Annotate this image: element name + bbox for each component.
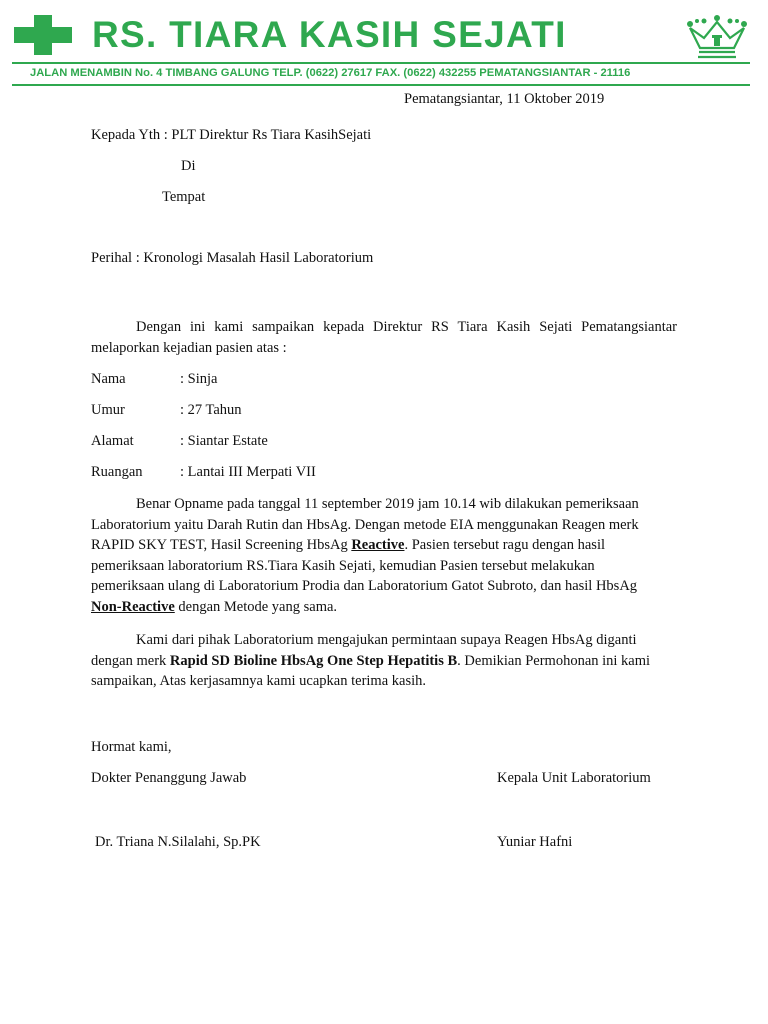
patient-value: : Sinja [180,371,218,387]
letter-date: Pematangsiantar, 11 Oktober 2019 [404,91,605,107]
patient-value: : Lantai III Merpati VII [180,464,316,480]
signatory-left-role: Dokter Penanggung Jawab [91,770,247,786]
patient-value: : 27 Tahun [180,402,242,418]
patient-label: Umur [91,402,125,418]
recipient-tempat: Tempat [162,189,206,205]
signatory-left-name: Dr. Triana N.Silalahi, Sp.PK [95,834,261,850]
body1-text: . Pasien tersebut ragu dengan hasil pemeriksaan laboratorium RS.Tiara Kasih Sejati, kemudian Pasien tersebut melakukan pemeriksaan ulang di Laboratorium Prodia dan Laboratorium Gatot Subroto, dan hasil HbsAg [91,537,638,594]
intro-paragraph: Dengan ini kami sampaikan kepada Direktur RS Tiara Kasih Sejati Pematangsiantar melaporkan kejadian pasien atas : [91,319,677,356]
body1-text: dengan Metode yang sama. [174,598,338,615]
patient-label: Nama [91,371,126,387]
patient-value: : Siantar Estate [180,433,268,449]
signatory-right-name: Yuniar Hafni [497,834,573,850]
signatory-right-role: Kepala Unit Laboratorium [497,770,651,786]
patient-row-room [91,464,316,481]
reagent-brand: Rapid SD Bioline HbsAg One Step Hepatitis B [169,652,458,669]
hospital-address: JALAN MENAMBIN No. 4 TIMBANG GALUNG TELP. (0622) 27617 FAX. (0622) 432255 PEMATANGSIANTAR - 21116 [30,67,631,79]
header-rule-bottom [12,84,750,86]
body-paragraph-1 [91,494,671,617]
result-non-reactive: Non-Reactive [91,598,175,615]
patient-label: Alamat [91,433,134,449]
patient-row-name [91,371,217,388]
hospital-name: RS. TIARA KASIH SEJATI [92,14,567,55]
recipient-di: Di [181,158,196,174]
body2-text: Kami dari pihak Laboratorium mengajukan permintaan supaya Reagen HbsAg diganti dengan merk [91,632,637,669]
closing-greeting: Hormat kami, [91,739,172,755]
crown-logo-icon [684,12,750,62]
body2-text: . Demikian Permohonan ini kami sampaikan, Atas kerjasamnya kami ucapkan terima kasih. [91,652,651,689]
red-cross-logo-icon [14,15,72,55]
header-rule-top [12,62,750,64]
body1-text: Benar Opname pada tanggal 11 september 2019 jam 10.14 wib dilakukan pemeriksaan Laboratorium yaitu Darah Rutin dan HbsAg. Dengan metode EIA menggunakan Reagen merk RAPID SKY TEST, Hasil Screening HbsAg [91,496,639,553]
letter-subject: Perihal : Kronologi Masalah Hasil Laboratorium [91,250,374,266]
recipient-line: Kepada Yth : PLT Direktur Rs Tiara KasihSejati [91,127,372,143]
result-reactive: Reactive [351,537,405,553]
patient-row-address [91,433,268,450]
patient-label: Ruangan [91,464,143,480]
patient-row-age [91,402,242,419]
body-paragraph-2 [91,630,671,692]
